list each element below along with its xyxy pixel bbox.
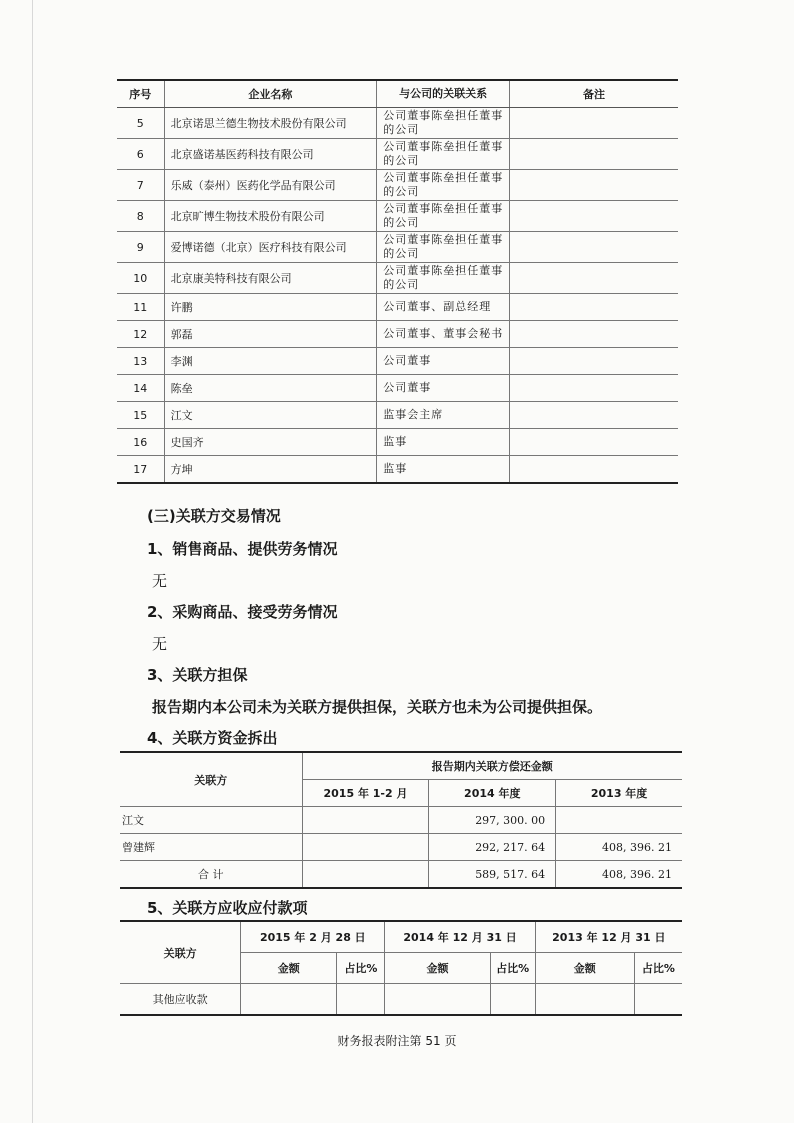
total-2014-cell: 589, 517. 64 — [429, 861, 556, 889]
table-row — [120, 834, 682, 861]
col-header-no: 序号 — [117, 80, 164, 108]
receivables-table — [120, 920, 682, 1016]
company-name-cell: 郭磊 — [164, 321, 377, 348]
relation-cell: 公司董事陈垒担任董事的公司 — [377, 108, 510, 139]
table-row — [117, 263, 678, 294]
value-cell — [634, 984, 682, 1016]
col-header-ratio: 占比% — [337, 953, 385, 984]
total-2013-cell: 408, 396. 21 — [556, 861, 682, 889]
subsection-guarantee-title: 3、关联方担保 — [147, 666, 248, 684]
row-no-cell: 16 — [117, 429, 164, 456]
col-header-name: 企业名称 — [164, 80, 377, 108]
col-header-date-2013: 2013 年 12 月 31 日 — [535, 921, 682, 953]
value-cell — [337, 984, 385, 1016]
relation-cell: 监事 — [377, 429, 510, 456]
company-name-cell: 许鹏 — [164, 294, 377, 321]
relation-cell: 公司董事陈垒担任董事的公司 — [377, 232, 510, 263]
company-name-cell: 江文 — [164, 402, 377, 429]
col-header-ratio: 占比% — [634, 953, 682, 984]
row-no-cell: 10 — [117, 263, 164, 294]
value-cell — [385, 984, 490, 1016]
table-row — [117, 375, 678, 402]
company-name-cell: 北京旷博生物技术股份有限公司 — [164, 201, 377, 232]
col-header-amount: 金额 — [385, 953, 490, 984]
col-header-relation: 与公司的关联关系 — [377, 80, 510, 108]
total-label: 合 计 — [120, 861, 302, 889]
company-name-cell: 李渊 — [164, 348, 377, 375]
value-2014-cell: 292, 217. 64 — [429, 834, 556, 861]
table-header-row — [117, 80, 678, 108]
table-row — [117, 348, 678, 375]
row-no-cell: 12 — [117, 321, 164, 348]
remark-cell — [509, 402, 678, 429]
company-name-cell: 北京诺思兰德生物技术股份有限公司 — [164, 108, 377, 139]
table-row — [117, 201, 678, 232]
value-2015-cell — [302, 834, 429, 861]
remark-cell — [509, 201, 678, 232]
subsection-purchase-body: 无 — [152, 635, 168, 653]
relation-cell: 公司董事、董事会秘书 — [377, 321, 510, 348]
col-header-remark: 备注 — [509, 80, 678, 108]
party-cell: 曾建辉 — [120, 834, 302, 861]
col-header-2013: 2013 年度 — [556, 780, 682, 807]
value-2014-cell: 297, 300. 00 — [429, 807, 556, 834]
relation-cell: 公司董事 — [377, 348, 510, 375]
relation-cell: 监事 — [377, 456, 510, 484]
row-no-cell: 8 — [117, 201, 164, 232]
col-header-date-2015: 2015 年 2 月 28 日 — [241, 921, 385, 953]
row-no-cell: 11 — [117, 294, 164, 321]
relation-cell: 公司董事陈垒担任董事的公司 — [377, 201, 510, 232]
row-no-cell: 13 — [117, 348, 164, 375]
value-2013-cell — [556, 807, 682, 834]
company-name-cell: 史国齐 — [164, 429, 377, 456]
col-header-date-2014: 2014 年 12 月 31 日 — [385, 921, 535, 953]
subsection-loans-title: 4、关联方资金拆出 — [147, 729, 278, 747]
col-header-party: 关联方 — [120, 921, 241, 984]
row-no-cell: 14 — [117, 375, 164, 402]
table-row — [117, 232, 678, 263]
value-cell — [490, 984, 535, 1016]
table-header-row — [120, 752, 682, 780]
company-name-cell: 方坤 — [164, 456, 377, 484]
page-edge-line — [32, 0, 33, 1123]
row-no-cell: 9 — [117, 232, 164, 263]
col-header-group: 报告期内关联方偿还金额 — [302, 752, 682, 780]
remark-cell — [509, 456, 678, 484]
table-header-row — [120, 921, 682, 953]
company-name-cell: 爱博诺德（北京）医疗科技有限公司 — [164, 232, 377, 263]
relation-cell: 公司董事陈垒担任董事的公司 — [377, 263, 510, 294]
table-row — [117, 456, 678, 484]
subsection-sales-body: 无 — [152, 572, 168, 590]
subsection-guarantee-body: 报告期内本公司未为关联方提供担保，关联方也未为公司提供担保。 — [152, 698, 603, 716]
subsection-sales-title: 1、销售商品、提供劳务情况 — [147, 540, 338, 558]
relation-cell: 公司董事、副总经理 — [377, 294, 510, 321]
relation-cell: 监事会主席 — [377, 402, 510, 429]
total-2015-cell — [302, 861, 429, 889]
party-cell: 其他应收款 — [120, 984, 241, 1016]
row-no-cell: 7 — [117, 170, 164, 201]
relation-cell: 公司董事陈垒担任董事的公司 — [377, 139, 510, 170]
value-cell — [535, 984, 634, 1016]
value-2013-cell: 408, 396. 21 — [556, 834, 682, 861]
remark-cell — [509, 348, 678, 375]
related-parties-table — [117, 79, 678, 484]
row-no-cell: 6 — [117, 139, 164, 170]
company-name-cell: 乐威（泰州）医药化学品有限公司 — [164, 170, 377, 201]
subsection-purchase-title: 2、采购商品、接受劳务情况 — [147, 603, 338, 621]
section-title: (三)关联方交易情况 — [147, 507, 281, 525]
value-2015-cell — [302, 807, 429, 834]
table-row — [120, 807, 682, 834]
table-row — [117, 170, 678, 201]
table-row — [117, 321, 678, 348]
table-row — [117, 402, 678, 429]
col-header-ratio: 占比% — [490, 953, 535, 984]
remark-cell — [509, 108, 678, 139]
company-name-cell: 北京盛诺基医药科技有限公司 — [164, 139, 377, 170]
company-name-cell: 陈垒 — [164, 375, 377, 402]
col-header-2015: 2015 年 1-2 月 — [302, 780, 429, 807]
remark-cell — [509, 263, 678, 294]
row-no-cell: 5 — [117, 108, 164, 139]
row-no-cell: 15 — [117, 402, 164, 429]
remark-cell — [509, 321, 678, 348]
total-row — [120, 861, 682, 889]
table-row — [117, 108, 678, 139]
relation-cell: 公司董事 — [377, 375, 510, 402]
remark-cell — [509, 429, 678, 456]
table-row — [120, 984, 682, 1016]
page-footer: 财务报表附注第 51 页 — [337, 1034, 457, 1048]
col-header-party: 关联方 — [120, 752, 302, 807]
remark-cell — [509, 139, 678, 170]
remark-cell — [509, 375, 678, 402]
table-row — [117, 139, 678, 170]
relation-cell: 公司董事陈垒担任董事的公司 — [377, 170, 510, 201]
subsection-receivables-title: 5、关联方应收应付款项 — [147, 899, 308, 917]
loans-table — [120, 751, 682, 889]
col-header-amount: 金额 — [535, 953, 634, 984]
party-cell: 江文 — [120, 807, 302, 834]
col-header-2014: 2014 年度 — [429, 780, 556, 807]
row-no-cell: 17 — [117, 456, 164, 484]
remark-cell — [509, 294, 678, 321]
company-name-cell: 北京康美特科技有限公司 — [164, 263, 377, 294]
col-header-amount: 金额 — [241, 953, 337, 984]
remark-cell — [509, 232, 678, 263]
table-row — [117, 294, 678, 321]
value-cell — [241, 984, 337, 1016]
table-row — [117, 429, 678, 456]
remark-cell — [509, 170, 678, 201]
